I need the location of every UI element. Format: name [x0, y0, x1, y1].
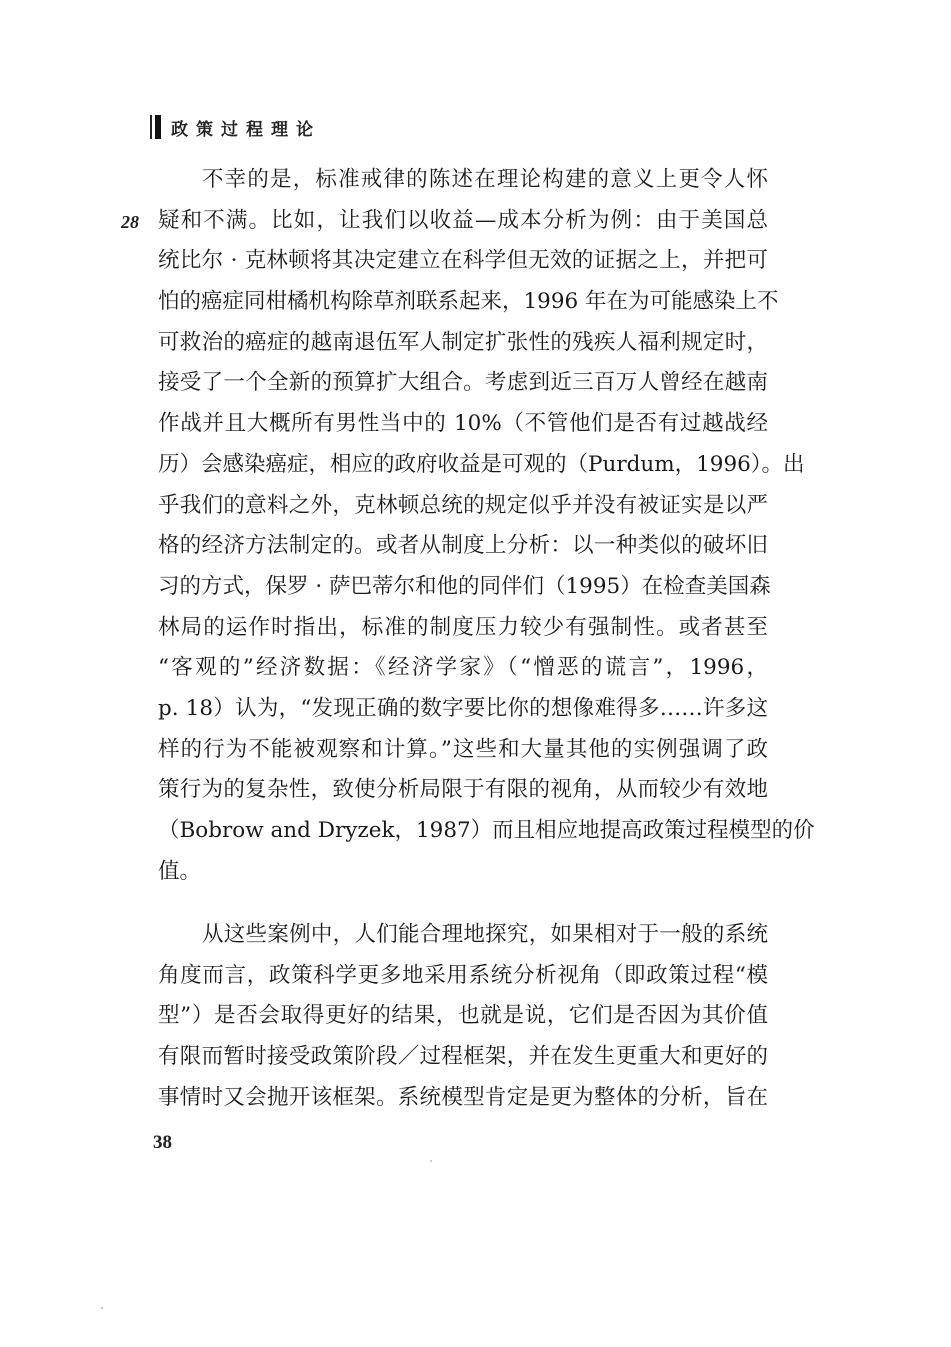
paragraph-2 — [158, 915, 768, 1118]
text-line: 值。 — [158, 858, 202, 884]
text-line: 策行为的复杂性，致使分析局限于有限的视角，从而较少有效地 — [158, 777, 768, 803]
scan-speck — [101, 1307, 103, 1309]
text-line: 作战并且大概所有男性当中的 10%（不管他们是否有过越战经 — [158, 411, 768, 437]
running-header — [150, 113, 321, 141]
page-number: 38 — [153, 1132, 172, 1153]
text-line: 统比尔 · 克林顿将其决定建立在科学但无效的证据之上，并把可 — [158, 248, 768, 274]
margin-page-reference: 28 — [121, 212, 139, 232]
scan-speck — [430, 1160, 432, 1162]
text-line: “客观的”经济数据：《经济学家》（“憎恶的谎言”，1996， — [158, 655, 768, 681]
text-line: 角度而言，政策科学更多地采用系统分析视角（即政策过程“模 — [158, 962, 768, 988]
text-line: 可救治的癌症的越南退伍军人制定扩张性的残疾人福利规定时， — [158, 329, 768, 355]
text-line: 样的行为不能被观察和计算。”这些和大量其他的实例强调了政 — [158, 736, 768, 762]
text-line: 怕的癌症同柑橘机构除草剂联系起来，1996 年在为可能感染上不 — [158, 289, 779, 315]
text-line: 接受了一个全新的预算扩大组合。考虑到近三百万人曾经在越南 — [158, 370, 768, 396]
text-line: 从这些案例中，人们能合理地探究，如果相对于一般的系统 — [202, 922, 768, 947]
text-line: 林局的运作时指出，标准的制度压力较少有强制性。或者甚至 — [158, 614, 768, 640]
text-line: 疑和不满。比如，让我们以收益—成本分析为例：由于美国总 — [158, 207, 768, 233]
text-line: 乎我们的意料之外，克林顿总统的规定似乎并没有被证实是以严 — [158, 492, 768, 518]
text-line: 历）会感染癌症，相应的政府收益是可观的（Purdum，1996）。出 — [158, 451, 805, 477]
paragraph-1 — [158, 160, 815, 892]
header-thick-bar — [155, 115, 161, 139]
text-line: 事情时又会抛开该框架。系统模型肯定是更为整体的分析，旨在 — [158, 1084, 768, 1110]
running-header-title: 政策过程理论 — [171, 119, 321, 140]
text-line: 不幸的是，标准戒律的陈述在理论构建的意义上更令人怀 — [202, 167, 768, 192]
header-thin-bar — [150, 115, 152, 139]
text-line: 型”）是否会取得更好的结果，也就是说，它们是否因为其价值 — [158, 1003, 768, 1029]
text-line: p. 18）认为，“发现正确的数字要比你的想像难得多……许多这 — [158, 695, 768, 721]
text-line: 格的经济方法制定的。或者从制度上分析：以一种类似的破坏旧 — [158, 533, 768, 559]
header-bar-ornament — [150, 115, 161, 139]
text-line: 习的方式，保罗 · 萨巴蒂尔和他的同伴们（1995）在检查美国森 — [158, 573, 771, 599]
text-line: （Bobrow and Dryzek，1987）而且相应地提高政策过程模型的价 — [158, 818, 815, 843]
text-line: 有限而暂时接受政策阶段／过程框架，并在发生更重大和更好的 — [158, 1044, 768, 1070]
